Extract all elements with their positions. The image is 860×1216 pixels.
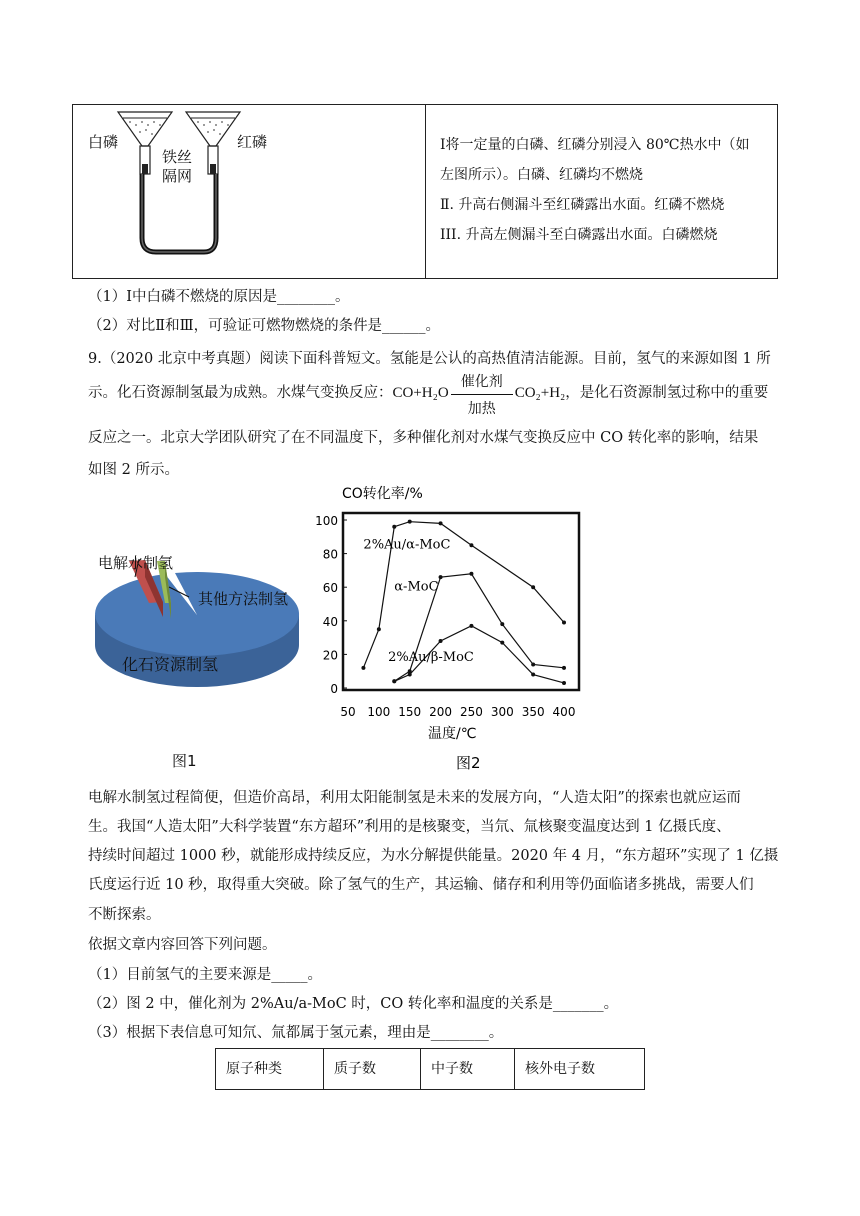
chart-xtick-label: 350 <box>521 705 545 719</box>
experiment-step-2: Ⅱ. 升高右侧漏斗至红磷露出水面。红磷不燃烧 <box>440 197 725 213</box>
q9-line2-post: ，是化石资源制氢过称中的重要 <box>565 385 769 401</box>
chart-point <box>408 520 412 524</box>
atom-header-electrons: 核外电子数 <box>525 1061 595 1077</box>
article-prompt: 依据文章内容回答下列问题。 <box>88 937 277 953</box>
experiment-step-1a: Ⅰ将一定量的白磷、红磷分别浸入 80℃热水中（如 <box>440 137 750 153</box>
chart-point <box>469 624 473 628</box>
atom-header-type: 原子种类 <box>226 1061 282 1077</box>
chart-point <box>377 627 381 631</box>
chart-xtick-label: 50 <box>340 705 356 719</box>
chart-point <box>361 666 365 670</box>
chart-point <box>439 639 443 643</box>
label-other-methods: 其他方法制氢 <box>198 590 289 608</box>
equation-left: CO+H₂O <box>392 385 449 401</box>
figure1-pie <box>85 545 315 735</box>
chart-series-label: 2%Au/α-MoC <box>363 537 451 553</box>
reaction-condition <box>451 373 513 417</box>
q9-line1: 9.（2020 北京中考真题）阅读下面科普短文。氢能是公认的高热值清洁能源。目前，氢气的来源如图 1 所 <box>88 351 771 367</box>
chart-point <box>562 620 566 624</box>
question-3: （3）根据下表信息可知氘、氚都属于氢元素，理由是________。 <box>88 1025 504 1041</box>
label-electrolysis: 电解水制氢 <box>98 554 174 572</box>
chart-xtick-label: 300 <box>490 705 514 719</box>
atom-header-neutrons: 中子数 <box>431 1061 473 1077</box>
chart-xtick-label: 400 <box>552 705 576 719</box>
chart-ytick-label: 0 <box>330 682 338 696</box>
chart-xtick-label: 200 <box>429 705 453 719</box>
chart-ytick-label: 80 <box>322 547 338 562</box>
q9-line4: 如图 2 所示。 <box>88 462 179 478</box>
chart-point <box>531 662 535 666</box>
chart-point <box>562 681 566 685</box>
chart-point <box>500 641 504 645</box>
chart-point <box>392 525 396 529</box>
article-line-4: 氏度运行近 10 秒，取得重大突破。除了氢气的生产，其运输、储存和利用等仍面临诸多挑战，需要人们 <box>88 877 754 893</box>
q9-line2 <box>88 373 769 417</box>
equation-right: CO₂+H₂ <box>514 385 566 401</box>
chart-series-label: α-MoC <box>394 579 439 595</box>
chart-point <box>500 622 504 626</box>
experiment-step-1b: 左图所示）。白磷、红磷均不燃烧 <box>440 167 643 183</box>
chart-series-label: 2%Au/β-MoC <box>388 650 474 666</box>
chart-xtick-label: 250 <box>459 705 483 719</box>
label-iron-wire: 铁丝 <box>162 148 193 166</box>
chart-ytick-label: 40 <box>322 614 338 629</box>
chart-point <box>408 673 412 677</box>
q8-part2: （2）对比Ⅱ和Ⅲ，可验证可燃物燃烧的条件是______。 <box>88 318 441 334</box>
experiment-table-divider <box>425 104 426 279</box>
chart-point <box>469 543 473 547</box>
article-line-1: 电解水制氢过程简便，但造价高昂，利用太阳能制氢是未来的发展方向，“人造太阳”的探索也就应运而 <box>88 790 741 806</box>
atom-header-protons: 质子数 <box>334 1061 376 1077</box>
chart-ylabel: CO转化率/% <box>342 486 423 502</box>
atom-table-divider <box>514 1048 515 1090</box>
chart-point <box>439 575 443 579</box>
water-dots-left-icon <box>129 121 161 135</box>
atom-table-divider <box>420 1048 421 1090</box>
question-2: （2）图 2 中，催化剂为 2%Au/a-MoC 时，CO 转化率和温度的关系是_______。 <box>88 996 619 1012</box>
chart-ytick-label: 20 <box>322 648 338 663</box>
q9-line3: 反应之一。北京大学团队研究了在不同温度下，多种催化剂对水煤气变换反应中 CO 转化率的影响，结果 <box>88 430 759 446</box>
figure1-caption: 图1 <box>172 752 197 770</box>
condition-catalyst: 催化剂 <box>460 373 503 390</box>
label-white-phosphorus: 白磷 <box>88 133 119 151</box>
label-fossil: 化石资源制氢 <box>122 655 219 674</box>
figure2-caption: 图2 <box>456 754 481 772</box>
question-1: （1）目前氢气的主要来源是_____。 <box>88 967 322 983</box>
atom-table-divider <box>323 1048 324 1090</box>
q9-line2-pre: 示。化石资源制氢最为成熟。水煤气变换反应： <box>88 385 393 401</box>
water-dots-right-icon <box>197 121 229 135</box>
article-line-2: 生。我国“人造太阳”大科学装置“东方超环”利用的是核聚变，当氘、氚核聚变温度达到 1 亿摄氏度、 <box>88 819 731 835</box>
label-red-phosphorus: 红磷 <box>237 133 268 151</box>
chart-point <box>531 585 535 589</box>
article-line-3: 持续时间超过 1000 秒，就能形成持续反应，为水分解提供能量。2020 年 4 月，“东方超环”实现了 1 亿摄 <box>88 848 779 864</box>
chart-point <box>562 666 566 670</box>
experiment-step-3: III. 升高左侧漏斗至白磷露出水面。白磷燃烧 <box>440 227 718 243</box>
chart-point <box>469 572 473 576</box>
chart-xtick-label: 150 <box>398 705 422 719</box>
label-mesh: 隔网 <box>162 167 193 185</box>
condition-heat: 加热 <box>467 400 496 417</box>
chart-point <box>531 673 535 677</box>
article-line-5: 不断探索。 <box>88 907 161 923</box>
condition-arrow-line <box>451 394 513 395</box>
chart-ytick-label: 60 <box>322 581 338 596</box>
q8-part1: （1）Ⅰ中白磷不燃烧的原因是________。 <box>88 289 350 305</box>
figure2-chart <box>310 480 600 780</box>
chart-xlabel: 温度/℃ <box>428 726 477 742</box>
chart-point <box>439 521 443 525</box>
chart-xtick-label: 100 <box>367 705 391 719</box>
chart-ytick-label: 100 <box>315 514 338 528</box>
chart-point <box>392 679 396 683</box>
